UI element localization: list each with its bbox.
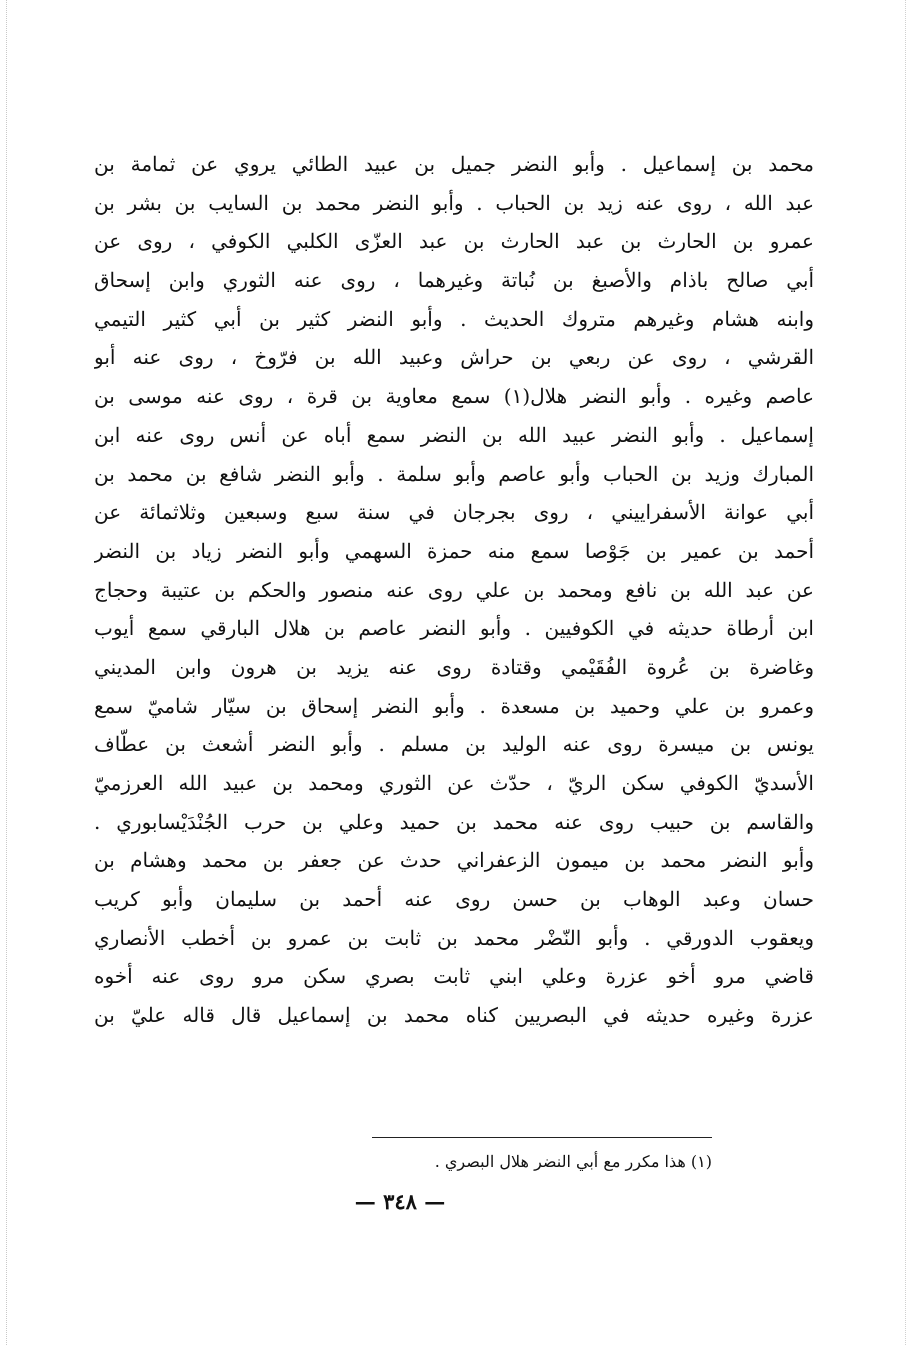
text-line: ويعقوب الدورقي . وأبو النّضْر محمد بن ثابت بن عمرو بن أخطب الأنصاري: [94, 925, 814, 950]
text-line: وأبو النضر محمد بن ميمون الزعفراني حدث عن جعفر بن محمد وهشام بن: [94, 848, 814, 873]
text-line: أبي عوانة الأسفراييني ، روى بجرجان في سنة سبع وسبعين وثلاثمائة عن: [94, 500, 814, 525]
text-line: عمرو بن الحارث بن عبد الحارث بن عبد العزّى الكلبي الكوفي ، روى عن: [94, 229, 814, 254]
footnote-divider: [372, 1137, 712, 1138]
text-line: قاضي مرو أخو عزرة وعلي ابني ثابت بصري سكن مرو روى عنه أخوه: [94, 964, 814, 989]
text-line: المبارك وزيد بن الحباب وأبو عاصم وأبو سلمة . وأبو النضر شافع بن محمد بن: [94, 461, 814, 486]
page-number: — ٣٤٨ —: [354, 1189, 446, 1214]
scan-edge-right: [905, 0, 907, 1345]
text-line: ابن أرطاة حديثه في الكوفيين . وأبو النضر عاصم بن هلال البارقي سمع أيوب: [94, 616, 814, 641]
footnote: (١) هذا مكرر مع أبي النضر هلال البصري .: [434, 1152, 712, 1171]
text-line: أبي صالح باذام والأصبغ بن نُباتة وغيرهما ، روى عنه الثوري وابن إسحاق: [94, 268, 814, 293]
main-text-block: [94, 145, 814, 1035]
text-line: يونس بن ميسرة روى عنه الوليد بن مسلم . وأبو النضر أشعث بن عطّاف: [94, 732, 814, 757]
text-line: عاصم وغيره . وأبو النضر هلال(١) سمع معاوية بن قرة ، روى عنه موسى بن: [94, 384, 814, 409]
text-line: حسان وعبد الوهاب بن حسن روى عنه أحمد بن سليمان وأبو كريب: [94, 887, 814, 912]
text-line: محمد بن إسماعيل . وأبو النضر جميل بن عبيد الطائي يروي عن ثمامة بن: [94, 152, 814, 176]
text-line: القرشي ، روى عن ربعي بن حراش وعبيد الله بن فرّوخ ، روى عنه أبو: [94, 345, 814, 370]
scan-edge-left: [6, 0, 8, 1345]
text-line: وغاضرة بن عُروة الفُقَيْمي وقتادة روى عنه يزيد بن هرون وابن المديني: [94, 654, 814, 679]
text-line: عزرة وغيره حديثه في البصريين كناه محمد بن إسماعيل قال قاله عليّ بن: [94, 1003, 814, 1028]
text-line: والقاسم بن حبيب روى عنه محمد بن حميد وعلي بن حرب الجُنْدَيْسابوري .: [94, 809, 814, 834]
text-line: الأسديّ الكوفي سكن الريّ ، حدّث عن الثوري ومحمد بن عبيد الله العرزميّ: [94, 771, 814, 795]
text-line: إسماعيل . وأبو النضر عبيد الله بن النضر سمع أباه عن أنس روى عنه ابن: [94, 422, 814, 447]
text-line: عن عبد الله بن نافع ومحمد بن علي روى عنه منصور والحكم بن عتيبة وحجاج: [94, 577, 814, 602]
text-line: عبد الله ، روى عنه زيد بن الحباب . وأبو النضر محمد بن السايب بن بشر بن: [94, 190, 814, 215]
text-line: وعمرو بن علي وحميد بن مسعدة . وأبو النضر إسحاق بن سيّار شاميّ سمع: [94, 693, 814, 718]
text-line: وابنه هشام وغيرهم متروك الحديث . وأبو النضر كثير بن أبي كثير التيمي: [94, 306, 814, 331]
text-line: أحمد بن عمير بن جَوْصا سمع منه حمزة السهمي وأبو النضر زياد بن النضر: [94, 538, 814, 563]
